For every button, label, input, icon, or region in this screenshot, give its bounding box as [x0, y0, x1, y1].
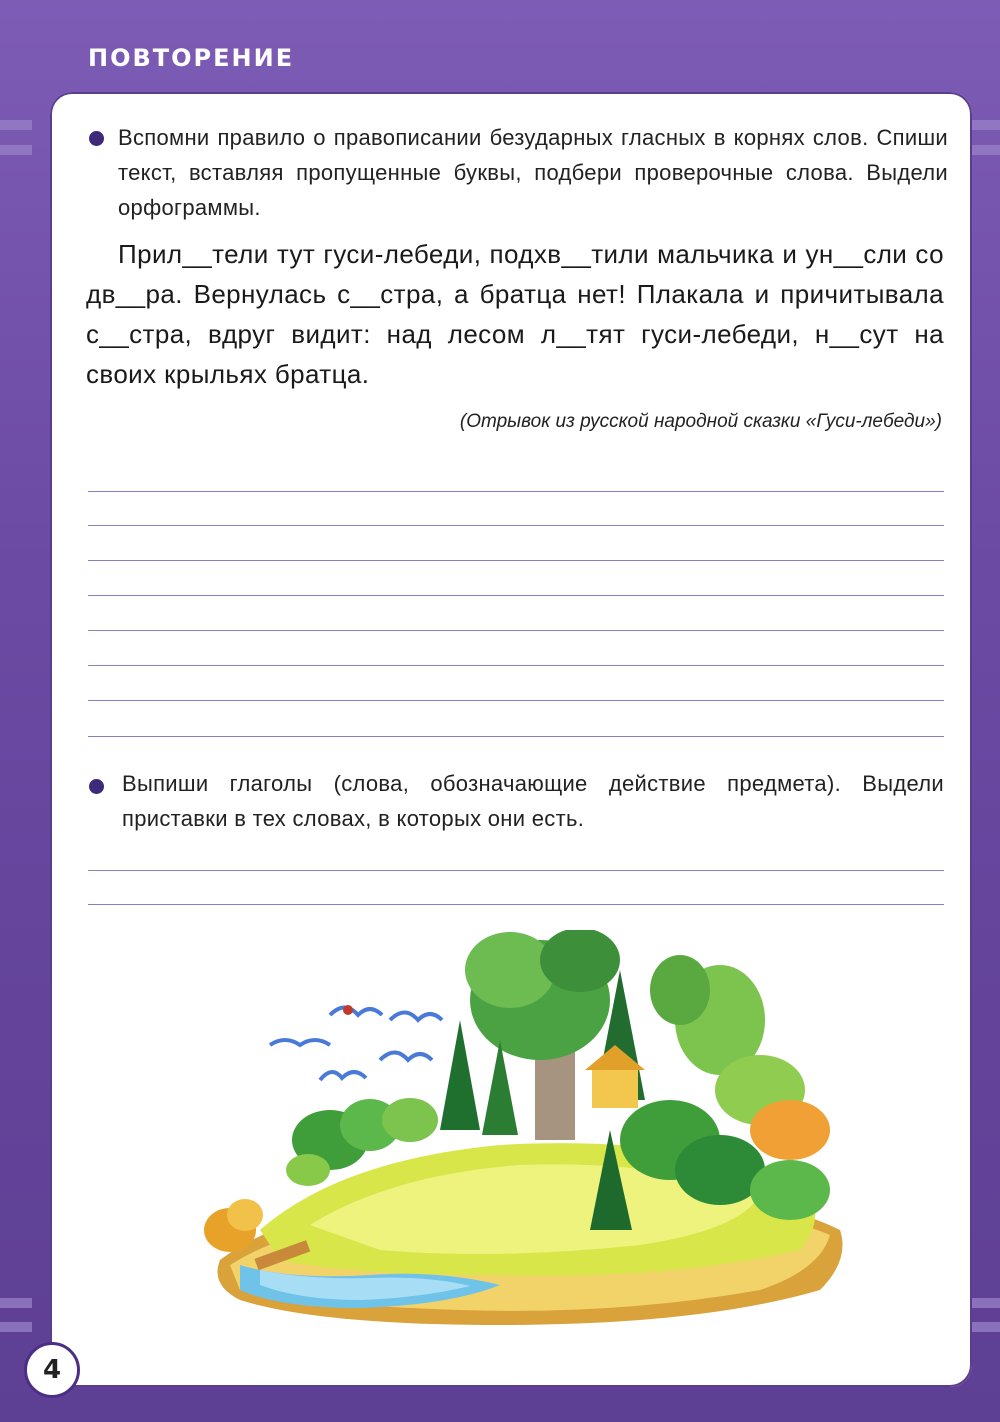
task1-instruction: Вспомни правило о правописании безударных гласных в корнях слов. Спиши текст, вставляя пропущенные буквы, подбери проверочные слова. Выдели орфограммы. [118, 125, 948, 220]
bullet-icon [89, 131, 104, 146]
story-paragraph: Прил__тели тут гуси-лебеди, подхв__тили мальчика и ун__сли со дв__ра. Вернулась с__стра, а братца нет! Плакала и причитывала с__стра, вдруг видит: над лесом л__тят гуси-лебеди, н__сут на своих крыльях братца. [86, 239, 944, 389]
writing-line[interactable] [88, 870, 944, 871]
task2-instruction: Выпиши глаголы (слова, обозначающие действие предмета). Выдели приставки в тех словах, в которых они есть. [122, 771, 944, 831]
page-number: 4 [24, 1342, 80, 1398]
writing-line[interactable] [88, 525, 944, 526]
writing-line[interactable] [88, 904, 944, 905]
writing-line[interactable] [88, 595, 944, 596]
frame-stripe [0, 145, 32, 155]
writing-line[interactable] [88, 560, 944, 561]
writing-line[interactable] [88, 630, 944, 631]
writing-line[interactable] [88, 491, 944, 492]
writing-line[interactable] [88, 700, 944, 701]
forest-island-icon [200, 930, 860, 1340]
writing-line[interactable] [88, 736, 944, 737]
frame-stripe [0, 1322, 32, 1332]
story-text [86, 234, 944, 394]
forest-island-illustration [200, 930, 860, 1340]
section-title: ПОВТОРЕНИЕ [88, 44, 295, 72]
frame-stripe [0, 120, 32, 130]
frame-stripe [968, 1298, 1000, 1308]
frame-stripe [968, 120, 1000, 130]
bullet-icon [89, 779, 104, 794]
writing-line[interactable] [88, 665, 944, 666]
story-source: (Отрывок из русской народной сказки «Гуси-лебеди») [459, 411, 942, 432]
frame-stripe [968, 145, 1000, 155]
frame-stripe [0, 1298, 32, 1308]
frame-stripe [968, 1322, 1000, 1332]
